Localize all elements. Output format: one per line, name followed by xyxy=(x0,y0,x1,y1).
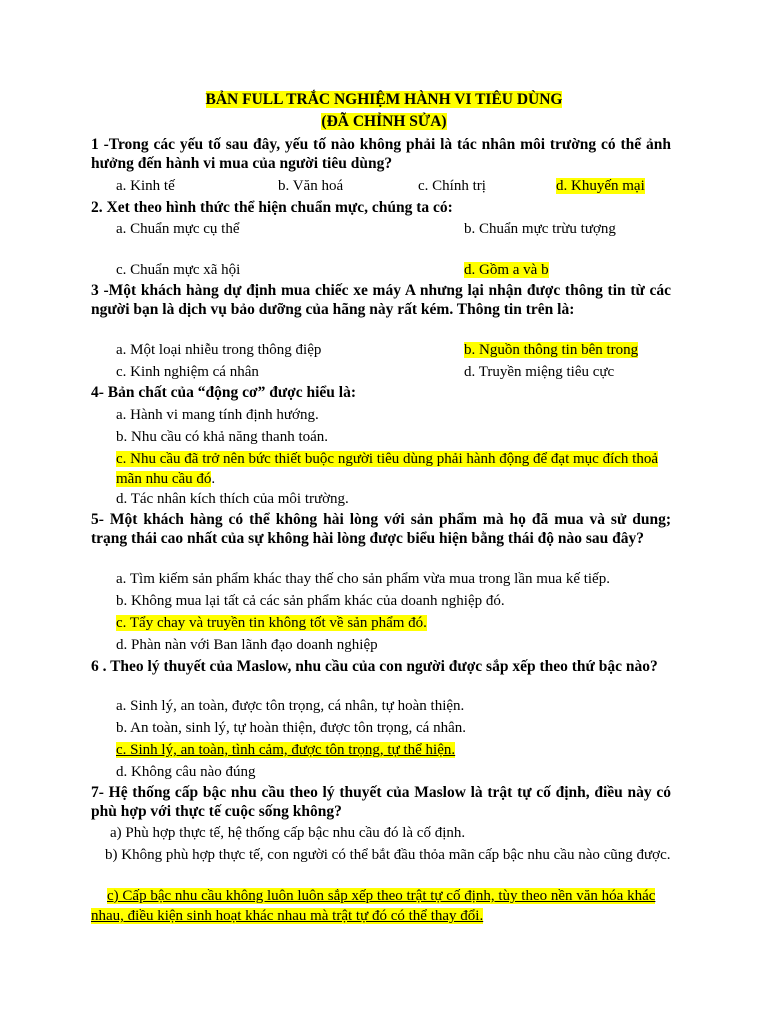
question-7: 7- Hệ thống cấp bậc nhu cầu theo lý thuyết của Maslow là trật tự cố định, điều này có phù hợp với thực tế cuộc sống không? xyxy=(91,784,671,820)
q5-option-c: c. Tẩy chay và truyền tin không tốt về sản phẩm đó. xyxy=(116,615,427,631)
question-3: 3 -Một khách hàng dự định mua chiếc xe máy A nhưng lại nhận được thông tin từ các người bạn là dịch vụ bảo dưỡng của hãng này rất kém. Thông tin trên là: xyxy=(91,282,671,318)
q2-option-a: a. Chuẩn mực cụ thể xyxy=(116,221,240,237)
q1-option-d: d. Khuyến mại xyxy=(556,178,645,194)
title-line-2: (ĐÃ CHỈNH SỬA) xyxy=(321,113,447,130)
q2-option-c: c. Chuẩn mực xã hội xyxy=(116,262,241,278)
q5-option-d: d. Phàn nàn với Ban lãnh đạo doanh nghiệp xyxy=(116,637,378,653)
q6-option-c: c. Sinh lý, an toàn, tình cảm, được tôn trọng, tự thể hiện. xyxy=(116,742,456,758)
q4-option-a: a. Hành vi mang tính định hướng. xyxy=(116,407,319,423)
question-1: 1 -Trong các yếu tố sau đây, yếu tố nào không phải là tác nhân môi trường có thể ảnh hưởng đến hành vi mua của người tiêu dùng? xyxy=(91,136,671,172)
q4-option-c: c. Nhu cầu đã trở nên bức thiết buộc người tiêu dùng phải hành động để đạt mục đích thoả mãn nhu cầu đó. xyxy=(116,451,658,487)
q3-option-d: d. Truyền miệng tiêu cực xyxy=(464,364,615,380)
document-title xyxy=(0,91,768,109)
q3-option-c: c. Kinh nghiệm cá nhân xyxy=(116,364,259,380)
q2-option-b: b. Chuẩn mực trừu tượng xyxy=(464,221,616,237)
q3-option-b: b. Nguồn thông tin bên trong xyxy=(464,342,639,358)
title-line-1: BẢN FULL TRẮC NGHIỆM HÀNH VI TIÊU DÙNG xyxy=(205,91,563,108)
q4-option-b: b. Nhu cầu có khả năng thanh toán. xyxy=(116,429,329,445)
q6-option-a: a. Sinh lý, an toàn, được tôn trọng, cá nhân, tự hoàn thiện. xyxy=(116,698,465,714)
q5-option-a: a. Tìm kiếm sản phẩm khác thay thế cho sản phẩm vừa mua trong lần mua kế tiếp. xyxy=(116,571,610,587)
question-6: 6 . Theo lý thuyết của Maslow, nhu cầu của con người được sắp xếp theo thứ bậc nào? xyxy=(91,658,658,675)
q1-option-a: a. Kinh tế xyxy=(116,178,175,194)
q6-option-b: b. An toàn, sinh lý, tự hoàn thiện, được tôn trọng, cá nhân. xyxy=(116,720,466,736)
q7-option-b: b) Không phù hợp thực tế, con người có thể bắt đầu thỏa mãn cấp bậc nhu cầu nào cũng được. xyxy=(105,847,671,863)
q4-option-d: d. Tác nhân kích thích của môi trường. xyxy=(116,491,349,507)
question-5: 5- Một khách hàng có thể không hài lòng với sản phẩm mà họ đã mua và sử dung; trạng thái cao nhất của sự không hài lòng được biểu hiện bằng thái độ nào sau đây? xyxy=(91,511,671,547)
q1-option-b: b. Văn hoá xyxy=(278,178,344,194)
q3-option-a: a. Một loại nhiễu trong thông điệp xyxy=(116,342,322,358)
q5-option-b: b. Không mua lại tất cả các sản phẩm khác của doanh nghiệp đó. xyxy=(116,593,505,609)
q2-option-d: d. Gồm a và b xyxy=(464,262,549,278)
q7-option-c: c) Cấp bậc nhu cầu không luôn luôn sắp xếp theo trật tự cố định, tùy theo nền văn hóa khác nhau, điều kiện sinh hoạt khác nhau mà trật tự đó có thể thay đổi. xyxy=(91,888,656,924)
question-4: 4- Bản chất của “động cơ” được hiểu là: xyxy=(91,384,357,401)
q6-option-d: d. Không câu nào đúng xyxy=(116,764,256,780)
q7-option-a: a) Phù hợp thực tế, hệ thống cấp bậc nhu cầu đó là cố định. xyxy=(110,825,466,841)
q1-option-c: c. Chính trị xyxy=(418,178,486,194)
document-subtitle xyxy=(0,113,768,131)
question-2: 2. Xet theo hình thức thể hiện chuẩn mực, chúng ta có: xyxy=(91,199,453,216)
